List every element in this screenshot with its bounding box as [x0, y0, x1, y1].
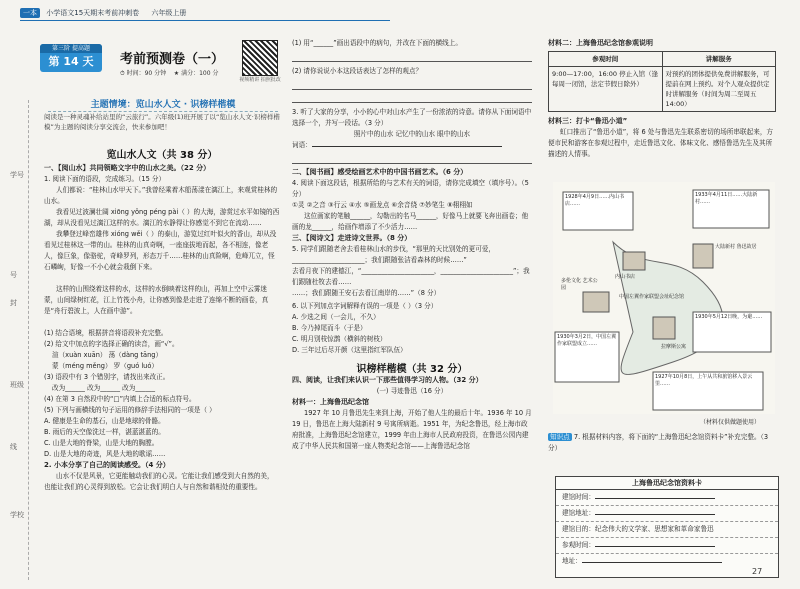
q2-heading: 2. 小本分享了自己的阅读感受。（4 分） [44, 461, 170, 469]
word-label: 词语： [292, 141, 312, 149]
park-icon [583, 292, 609, 312]
page-header [20, 8, 390, 20]
qr-code-icon[interactable] [242, 40, 278, 76]
th-guide-service: 讲解服务 [662, 52, 776, 67]
line-label: 线 [10, 443, 17, 451]
q4-question: 4. 阅读下面这段话，根据所给的与艺术有关的词语，请你完成填空（填序号）。（5 分） [292, 179, 529, 198]
pinyin-row-2[interactable]: 蒙（méng měng） 罗（guó luó） [52, 362, 158, 370]
card-time-label: 参观时间： [562, 541, 595, 549]
option-d[interactable]: D. 山是大地的奇迹，风是大地的歌谣…… [44, 450, 166, 458]
passage-p1: 人们都说：“桂林山水甲天下。”我曾经乘着木船荡漾在漓江上，来观赏桂林的山水。 [44, 186, 278, 205]
answer-line[interactable] [292, 151, 532, 164]
sec3-heading: 三、【阅诗文】走进诗文世界。（8 分） [292, 234, 412, 242]
q1-part-b: (2) 给文中加点的字选择正确的读音，画“√”。 [44, 340, 179, 348]
luxun-trail-map [553, 182, 775, 414]
header-rule [20, 20, 390, 21]
q3-question: 3. 听了大家的分享，小小的心中对山水产生了一份浓浓的诗意。请你从下面词语中选择一个，并写一段话。（3 分） [292, 108, 532, 127]
brand-logo: 一本 [20, 8, 40, 18]
cell-visit-time: 9:00—17:00，16:00 停止入馆（逢每周一闭馆，法定节假日除外） [549, 67, 663, 112]
q6-option-d[interactable]: D. 三年过后尽开颜（这里指红军队伍） [292, 346, 407, 354]
q6-option-c[interactable]: C. 明月别枝惊鹊（横斜的树枝） [292, 335, 387, 343]
intro-text: 阅读是一种灵魂补给站里的“云旅行”。六年级(1)班开展了以“览山水人文·识榜样楷模”为主题的阅读分享交流会，快来参加吧！ [44, 113, 280, 131]
visit-info-table [548, 51, 776, 112]
q4-options[interactable]: ①灵 ②之音 ③行云 ④水 ⑤画龙点 ⑥余音绕 ⑦妙笔生 ⑧栩栩如 [292, 201, 473, 209]
material-source-note: （材料仅供做题使用） [700, 419, 761, 426]
note-1933: 1933年4月11日……大陆新村…… [695, 192, 758, 205]
label-apartment: 拉摩斯公寓 [661, 344, 687, 350]
student-info-sidebar [6, 120, 28, 580]
sub1-heading: (一) 寻迹鲁迅（16 分） [376, 387, 448, 395]
middle-column [292, 38, 532, 452]
card-row-address [556, 506, 778, 522]
right-column [548, 38, 778, 160]
q1-part-d: (4) 在第 3 自然段中的“□”内填上合适的标点符号。 [44, 395, 196, 403]
theme-heading: 主题情境：览山水人文 · 识榜样楷模 [48, 97, 278, 112]
residence-building-icon [693, 244, 713, 268]
seal-label-2: 封 [10, 299, 17, 307]
memorial-info-card [555, 476, 779, 578]
sec4-heading: 四、阅读，让我们来认识一下那些值得学习的人物。（32 分） [292, 376, 483, 384]
card-row-time [556, 538, 778, 554]
q1-heading: 一、【阅山水】共同领略文字中的山水之美。（22 分） [44, 164, 211, 172]
section1-title: 览山水人文（共 38 分） [106, 150, 218, 161]
q5-question: 5. 同学们跟随老舍去看桂林山水的步伐，“那里的天比别处的更可爱，______________________；我们跟随张洁看森林的时候……” [292, 245, 496, 264]
th-visit-time: 参观时间 [549, 52, 663, 67]
note-1928: 1928年4月9日……内山书店…… [565, 194, 625, 207]
label-art-park: 多伦文化 艺术公园 [561, 278, 598, 291]
q7-text: 7. 根据材料内容，将下面的“上海鲁迅纪念馆资料卡”补充完整。（3 分） [548, 433, 769, 452]
knowledge-tag: 知识点 [550, 433, 570, 441]
q1-part-e: (5) 下列与画横线的句子运用的修辞手法相同的一项是（ ） [44, 406, 216, 414]
location-input[interactable] [582, 562, 722, 563]
card-location-label: 地址： [562, 557, 582, 565]
label-bookstore: 内山书店 [615, 274, 636, 280]
sec2-heading: 二、【阅书画】感受绘画艺术中的中国书画艺术。（6 分） [292, 168, 468, 176]
material3-text: 虹口推出了“鲁迅小道”，将 6 处与鲁迅先生联系密切的场所串联起来，方便市民和游客在参观过程中，走近鲁迅文化、体味文化、感悟鲁迅先生及其所描述的人情事。 [548, 128, 774, 158]
material1-heading: 材料一：上海鲁迅纪念馆 [292, 398, 369, 406]
passage-p2: 我看见过波澜壮阔 xiōng yǒng péng pài（ ）的大海，游赏过水平如镜的西湖，却从没看见过漓江这样的水。漓江的水静得让你感觉不到它在流动…… [44, 208, 280, 227]
q1-part-c: (3) 语段中有 3 个错别字，请找出来改正。 [44, 373, 170, 381]
q4-passage: 这位画家的笔触______，勾勒出的名马______，好像马上就要飞奔出画卷；他画的龙______，给画作增添了不少活力…… [292, 212, 529, 231]
passage-p5: 山水不仅是风景，它更能触动我们的心灵。它能让我们感受到大自然的美，也能让我们的心灵得到放松。它会让我们明白人与自然和谐相处的重要性。 [44, 472, 274, 491]
star-icon: ★ [173, 70, 180, 77]
founded-input[interactable] [595, 498, 715, 499]
answer-line[interactable] [292, 49, 532, 62]
card-founded-label: 建馆时间： [562, 493, 595, 501]
card-title: 上海鲁迅纪念馆资料卡 [556, 477, 778, 490]
answer-line[interactable] [292, 77, 532, 90]
q7-question [548, 432, 778, 454]
option-a[interactable]: A. 健康是生命的基石，山是地球的骨骼。 [44, 417, 165, 425]
q5-part-c: ……；我们跟随王安石去看江南岸的……”（8 分） [292, 289, 441, 297]
label-residence: 大陆新村 鲁迅故居 [715, 244, 757, 250]
grade-label: 六年级上册 [151, 9, 187, 17]
q6-question: 6. 以下列加点字词解释有误的一项是（ ）（3 分） [292, 302, 438, 310]
school-label: 学校 [10, 511, 24, 519]
m2-question: (2) 请你说说小本这段话表达了怎样的观点？ [292, 67, 423, 75]
answer-line[interactable] [292, 90, 532, 103]
material1-text: 1927 年 10 月鲁迅先生来到上海，开始了他人生的最后十年。1936 年 10 月 19 日，鲁迅在上海大陆新村 9 号寓所病逝。1951 年，为纪念鲁迅，经上海市政府批准，上海鲁迅纪念馆建立，1999 年由上海市人民政府投资，在鲁迅公园内建成了中华人民共和国第一座人物类纪念馆——上海鲁迅纪念馆 [292, 409, 532, 450]
time-input[interactable] [595, 546, 715, 547]
typo-fix-blanks[interactable]: 改为______ 改为______ 改为______ [52, 384, 156, 392]
clock-icon: ⏱ [120, 70, 125, 77]
exam-meta [120, 68, 218, 78]
note-1930-may: 1930年5月12日晚，为避…… [695, 314, 763, 320]
passage-p3: 我攀登过峰峦雄伟 xióng wěi（ ）的泰山，游览过红叶似火的香山，却从没看见过桂林这一带的山。桂林的山真奇啊，一座座拔地而起，各不相连，像老人，像巨象，像骆驼，奇峰罗列，形态万千……桂林的山真险啊，危峰兀立，怪石嶙峋，好像一不小心就会栽倒下来。 [44, 230, 277, 271]
label-league-site: 中国左翼作家联盟会址纪念馆 [619, 294, 685, 300]
option-b[interactable]: B. 雨后的天空像洗过一样，湛蓝湛蓝的。 [44, 428, 165, 436]
pinyin-row-1[interactable]: 渲（xuàn xuān） 荡（dàng tāng） [52, 351, 163, 359]
card-row-founded [556, 490, 778, 506]
q1-part-a: (1) 结合语境，根据拼音将语段补充完整。 [44, 329, 168, 337]
seal-label: 号 [10, 271, 17, 279]
class-label: 班级 [10, 381, 24, 389]
q3-word-label [292, 140, 532, 151]
q1-sub: 1. 阅读下面的语段，完成练习。（15 分） [44, 175, 166, 183]
binding-line [28, 100, 30, 580]
material3-heading: 材料三：打卡“鲁迅小道” [548, 117, 628, 125]
page-title: 考前预测卷（一） [120, 52, 225, 67]
material2-heading: 材料二：上海鲁迅纪念馆参观说明 [548, 39, 653, 47]
m1-question: (1) 用“______”画出语段中的病句，并改在下面的横线上。 [292, 39, 462, 47]
q3-word-options[interactable]: 照片中的山水 记忆中的山水 眼中的山水 [353, 130, 471, 138]
passage-p4: 这样的山围绕着这样的水，这样的水倒映着这样的山，再加上空中云雾迷蒙，山间绿树红花，江上竹筏小舟，让你感到像是走进了连绵不断的画卷，真是“舟行碧波上，人在画中游”。 [44, 285, 269, 315]
series-title: 小学语文15天期末考前冲刺卷 [46, 9, 140, 17]
cell-guide-service: 对预约的团体提供免费讲解服务，可提前在网上预约。对个人观众提供定时讲解服务（时间为周二至周五 14:00） [662, 67, 776, 112]
exam-time: 时间：90 分钟 [126, 70, 167, 77]
note-1930-march: 1930年3月2日，中国左翼作家联盟成立…… [557, 334, 617, 347]
section1 [44, 146, 280, 504]
q6-option-b[interactable]: B. 今乃掉尾而斗（于是） [292, 324, 367, 332]
card-row-location [556, 554, 778, 569]
address-input[interactable] [595, 514, 715, 515]
bookstore-building-icon [623, 252, 645, 270]
word-input[interactable] [312, 146, 502, 147]
page-number: 27 [752, 567, 763, 576]
card-purpose: 建馆目的：纪念伟大的文学家、思想家和革命家鲁迅 [556, 522, 778, 538]
exam-score: 满分：100 分 [181, 70, 219, 77]
q6-option-a[interactable]: A. 少选之间（一会儿，不久） [292, 313, 380, 321]
part2-title: 识榜样楷模（共 32 分） [356, 364, 468, 375]
memorial-hall-icon [653, 317, 675, 339]
card-address-label: 建馆地址： [562, 509, 595, 517]
day-number: 第 14 天 [48, 55, 94, 68]
q5-part-b: 去看月夜下的建德江，“______________________，______________________”；我们跟随杜牧去看…… [292, 267, 530, 286]
day-badge [40, 44, 102, 72]
note-1927: 1927年10月8日，上午从共和旅馆移入景云里…… [655, 374, 753, 387]
qr-note: 视频精讲 拍照批改 [239, 77, 281, 83]
student-id-label: 学号 [10, 171, 24, 179]
stage-label: 第三阶 提高题 [40, 44, 102, 53]
option-c[interactable]: C. 山是大地的脊梁，山是大地的胸膛。 [44, 439, 159, 447]
